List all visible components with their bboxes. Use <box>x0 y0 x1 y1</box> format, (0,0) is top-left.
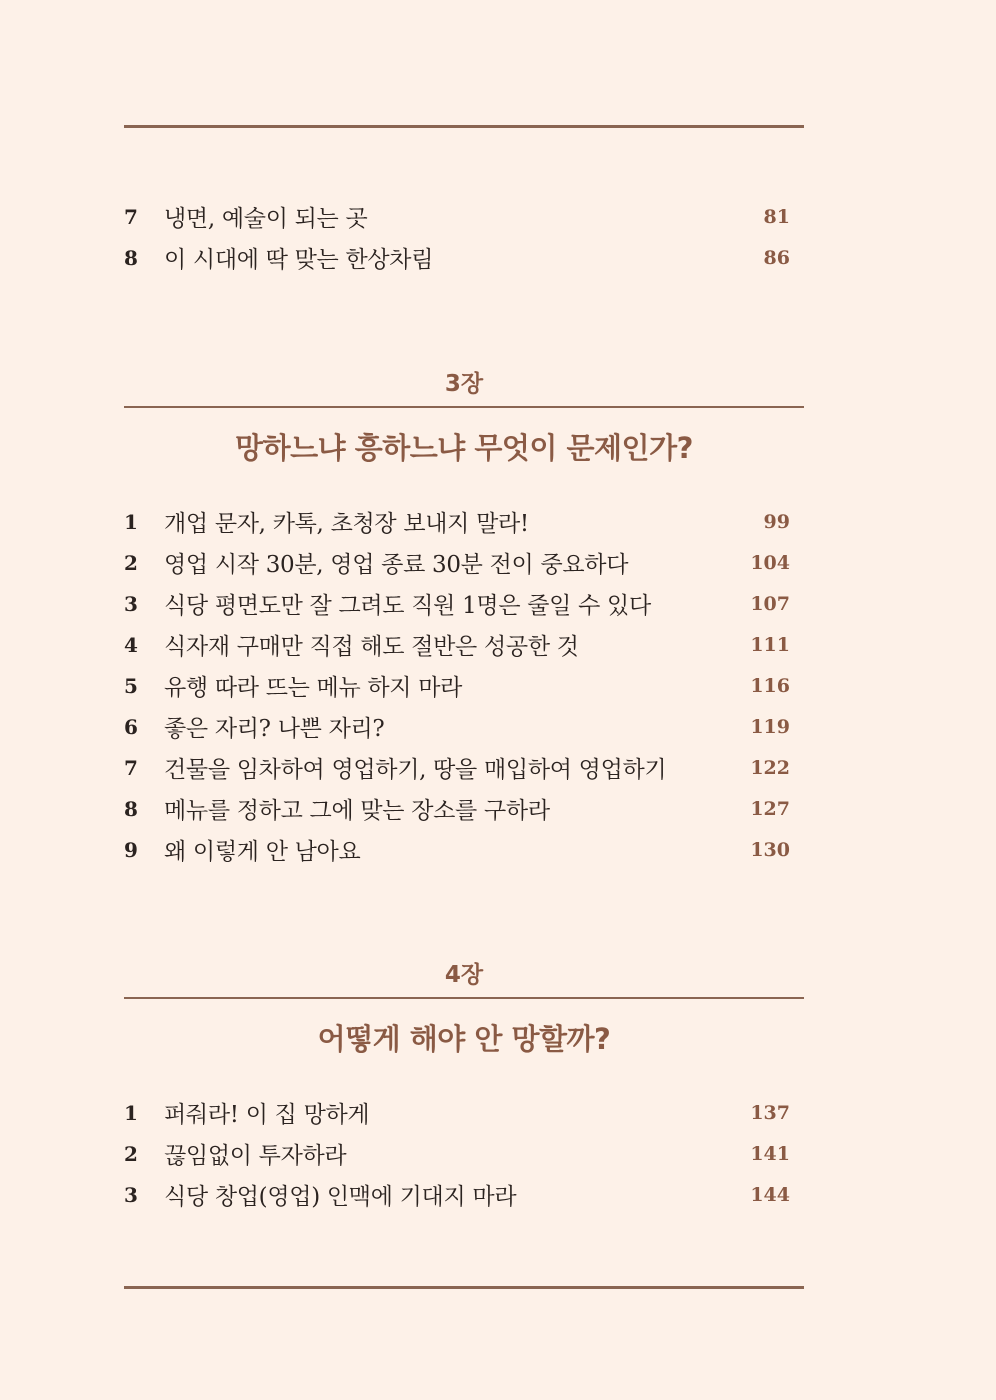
toc-item-number: 8 <box>124 245 138 270</box>
toc-list-previous-chapter <box>124 196 790 278</box>
toc-item-title: 식자재 구매만 직접 해도 절반은 성공한 것 <box>164 634 579 660</box>
toc-item-title: 왜 이렇게 안 남아요 <box>164 839 361 865</box>
toc-item-number: 7 <box>124 755 138 780</box>
toc-item-number: 6 <box>124 714 138 739</box>
toc-item[interactable] <box>124 665 790 706</box>
toc-item[interactable] <box>124 1092 790 1133</box>
toc-item[interactable] <box>124 624 790 665</box>
toc-item-number: 2 <box>124 550 138 575</box>
toc-item-page: 119 <box>750 715 790 738</box>
toc-item-page: 122 <box>750 756 790 779</box>
chapter-4-rule <box>124 997 804 999</box>
toc-item[interactable] <box>124 747 790 788</box>
chapter-4-label: 4장 <box>444 962 484 988</box>
toc-item[interactable] <box>124 1133 790 1174</box>
toc-item[interactable] <box>124 706 790 747</box>
toc-item-page: 104 <box>750 551 790 574</box>
toc-item-number: 2 <box>124 1141 138 1166</box>
toc-item-number: 3 <box>124 1182 138 1207</box>
toc-item-title: 좋은 자리? 나쁜 자리? <box>164 716 385 742</box>
toc-item-number: 9 <box>124 837 138 862</box>
toc-item[interactable] <box>124 788 790 829</box>
chapter-3-label: 3장 <box>444 371 484 397</box>
chapter-4-title: 어떻게 해야 안 망할까? <box>317 1022 611 1056</box>
bottom-rule <box>124 1286 804 1289</box>
toc-item-number: 7 <box>124 204 138 229</box>
toc-item[interactable] <box>124 501 790 542</box>
toc-item-page: 111 <box>750 633 790 656</box>
toc-item-page: 86 <box>763 246 790 269</box>
chapter-3-title: 망하느냐 흥하느냐 무엇이 문제인가? <box>235 431 693 465</box>
toc-item-title: 퍼줘라! 이 집 망하게 <box>164 1102 370 1128</box>
toc-item-title: 냉면, 예술이 되는 곳 <box>164 206 368 232</box>
top-rule <box>124 125 804 128</box>
toc-item-page: 144 <box>750 1183 790 1206</box>
toc-item-number: 3 <box>124 591 138 616</box>
toc-item[interactable] <box>124 237 790 278</box>
toc-list-chapter-3 <box>124 501 790 870</box>
toc-item-page: 130 <box>750 838 790 861</box>
toc-item-page: 141 <box>750 1142 790 1165</box>
chapter-3-rule <box>124 406 804 408</box>
toc-item-title: 식당 평면도만 잘 그려도 직원 1명은 줄일 수 있다 <box>164 593 651 619</box>
toc-item[interactable] <box>124 583 790 624</box>
toc-item-number: 1 <box>124 1100 138 1125</box>
toc-item-number: 4 <box>124 632 138 657</box>
toc-list-chapter-4 <box>124 1092 790 1215</box>
toc-item-page: 137 <box>750 1101 790 1124</box>
toc-item-page: 99 <box>763 510 790 533</box>
toc-item-title: 개업 문자, 카톡, 초청장 보내지 말라! <box>164 511 529 537</box>
toc-item-number: 1 <box>124 509 138 534</box>
toc-item[interactable] <box>124 196 790 237</box>
toc-item[interactable] <box>124 1174 790 1215</box>
toc-item-title: 유행 따라 뜨는 메뉴 하지 마라 <box>164 675 463 701</box>
toc-item-title: 건물을 임차하여 영업하기, 땅을 매입하여 영업하기 <box>164 757 667 783</box>
toc-item-page: 107 <box>750 592 790 615</box>
toc-item-page: 127 <box>750 797 790 820</box>
toc-item[interactable] <box>124 829 790 870</box>
toc-item-number: 5 <box>124 673 138 698</box>
toc-item-page: 81 <box>763 205 790 228</box>
toc-item-number: 8 <box>124 796 138 821</box>
toc-item-page: 116 <box>750 674 790 697</box>
toc-item[interactable] <box>124 542 790 583</box>
toc-item-title: 메뉴를 정하고 그에 맞는 장소를 구하라 <box>164 798 550 824</box>
toc-item-title: 영업 시작 30분, 영업 종료 30분 전이 중요하다 <box>164 552 629 578</box>
toc-item-title: 식당 창업(영업) 인맥에 기대지 마라 <box>164 1184 517 1210</box>
toc-item-title: 끊임없이 투자하라 <box>164 1143 347 1169</box>
toc-item-title: 이 시대에 딱 맞는 한상차림 <box>164 247 434 273</box>
